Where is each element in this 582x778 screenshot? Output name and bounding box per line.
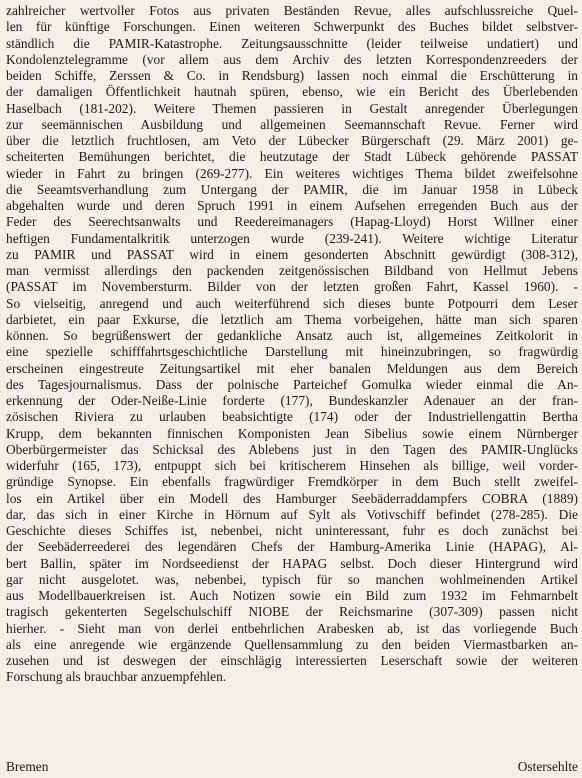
text-line: wieder in Fahrt zu bringen (269-277). Ein weiteres wichtiges Thema bildet zweifelsohne: [6, 165, 578, 181]
text-line: Kondolenztelegramme (vor allem aus dem Archiv des letzten Korrespondenzreeders der: [6, 51, 578, 67]
signature-author: Ostersehlte: [517, 759, 578, 774]
text-line: des Tagesjournalismus. Dass der polnische Parteichef Gomulka wieder einmal die An-: [6, 376, 578, 392]
text-line: los ein Artikel über ein Modell des Hamburger Seebäderraddampfers COBRA (1889): [6, 490, 578, 506]
text-line: len für künftige Forschungen. Einen weiteren Schwerpunkt des Buches bildet selbstver-: [6, 19, 578, 35]
text-line: Feder des Seerechtsanwalts und Reedereimanagers (Hapag-Lloyd) Horst Willner einer: [6, 214, 578, 230]
text-line: tragisch gekenterten Segelschulschiff NIOBE der Reichsmarine (307-309) passen nicht: [6, 604, 578, 620]
review-signature: [6, 759, 578, 775]
text-line: der damaligen Öffentlichkeit hautnah spüren, ebenso, wie ein Bericht des Überlebenden: [6, 84, 578, 100]
text-line: eine spezielle schifffahrtsgeschichtliche Darstellung mit hineinzubringen, so fragwürdig: [6, 344, 578, 360]
text-line: können. So begrüßenswert der gedankliche Ansatz auch ist, allgemeines Zeitkolorit in: [6, 328, 578, 343]
text-line: erkennung der Oder-Neiße-Linie forderte (177), Bundeskanzler Adenauer an der fran-: [6, 393, 578, 408]
text-line: als eine anregende wie ergänzende Quellensammlung zu den beiden Viermastbarken an-: [6, 636, 578, 652]
text-line: Oberbürgermeister das Schicksal des Ablebens just in den Tagen des PAMIR-Unglücks: [6, 441, 578, 457]
text-line: scheiterten Bemühungen berichtet, die heutzutage der Stadt Lübeck gehörende PASSAT: [6, 149, 578, 165]
text-line: darbietet, ein paar Exkurse, die letztlich am Thema vorbeigehen, hätte man sich sparen: [6, 311, 578, 327]
text-line: zahlreicher wertvoller Fotos aus privaten Beständen Revue, alles aufschlussreiche Quel-: [6, 3, 578, 18]
text-line: Geschichte dieses Schiffes ist, nebenbei, nicht uninteressant, fuhr es doch zunächst bei: [6, 523, 578, 538]
text-line: ständlich die PAMIR-Katastrophe. Zeitungsausschnitte (leider teilweise undatiert) und: [6, 35, 578, 51]
text-line: Krupp, dem bekannten finnischen Komponisten Jean Sibelius sowie einem Nürnberger: [6, 425, 578, 441]
text-line: zur seemännischen Ausbildung und allgemeinen Seemannschaft Revue. Ferner wird: [6, 116, 578, 132]
text-line: Haselbach (181-202). Weitere Themen passieren in Gestalt anregender Überlegungen: [6, 100, 578, 116]
text-line: der Seebäderreederei des legendären Chefs der Hamburg-Amerika Linie (HAPAG), Al-: [6, 539, 578, 555]
text-line: dar, das sich in einer Kirche in Hörnum auf Sylt als Votivschiff befindet (278-285). Die: [6, 506, 578, 522]
text-line: erscheinen eingestreute Zeitungsartikel mit eher banalen Meldungen aus dem Bereich: [6, 360, 578, 376]
text-line: zu PAMIR und PASSAT wird in einem gesonderten Abschnitt gewürdigt (308-312),: [6, 246, 578, 262]
text-line: gründige Synopse. Ein ebenfalls fragwürdiger Fremdkörper in dem Buch stellt zweifel-: [6, 474, 578, 490]
text-line: man vermisst allerdings den packenden zeitgenössischen Bildband von Hellmut Jebens: [6, 263, 578, 278]
text-line: zösischen Riviera zu urlauben beabsichtigte (174) oder der Industriellengattin Bertha: [6, 409, 578, 425]
text-line: zusehen und ist deswegen der einschlägig interessierten Leserschaft sowie der weiteren: [6, 653, 578, 668]
text-line: beiden Schiffe, Zerssen & Co. in Rendsburg) lassen noch einmal die Erschütterung in: [6, 68, 578, 83]
review-body-paragraph: [6, 3, 578, 686]
text-line: hierher. - Sieht man von derlei entbehrlichen Arabesken ab, ist das vorliegende Buch: [6, 620, 578, 636]
text-line: abgehalten wurde und deren Spruch 1991 in einem Aufsehen erregenden Buch aus der: [6, 198, 578, 213]
text-line: heftigen Fundamentalkritik unterzogen wurde (239-241). Weitere wichtige Literatur: [6, 230, 578, 246]
signature-place: Bremen: [6, 759, 49, 774]
text-line: (PASSAT im Novembersturm. Bilder von der letzten großen Fahrt, Kassel 1960). -: [6, 279, 578, 295]
text-line: So vielseitig, anregend und auch weiterführend sich dieses bunte Potpourri dem Leser: [6, 295, 578, 311]
text-line: Forschung als brauchbar anzuempfehlen.: [6, 669, 227, 685]
text-line: bert Ballin, später im Nordseedienst der HAPAG selbst. Doch dieser Hintergrund wird: [6, 555, 578, 571]
text-line: aus Modellbauerkreisen ist. Auch Notizen sowie ein Bild zum 1932 im Fehmarnbelt: [6, 588, 578, 603]
text-line: gar nicht ausgelotet. was, nebenbei, typisch für so manchen wohlmeinenden Artikel: [6, 571, 578, 587]
review-page: [6, 3, 578, 775]
text-line: die Seeamtsverhandlung zum Untergang der PAMIR, die im Januar 1958 in Lübeck: [6, 181, 578, 197]
text-line: widerfuhr (165, 173), entpuppt sich bei kritischerem Hinsehen als billige, weil vorder-: [6, 458, 578, 473]
text-line: über die letztlich fruchtlosen, am Veto der Lübecker Bürgerschaft (29. März 2001) ge-: [6, 133, 578, 148]
